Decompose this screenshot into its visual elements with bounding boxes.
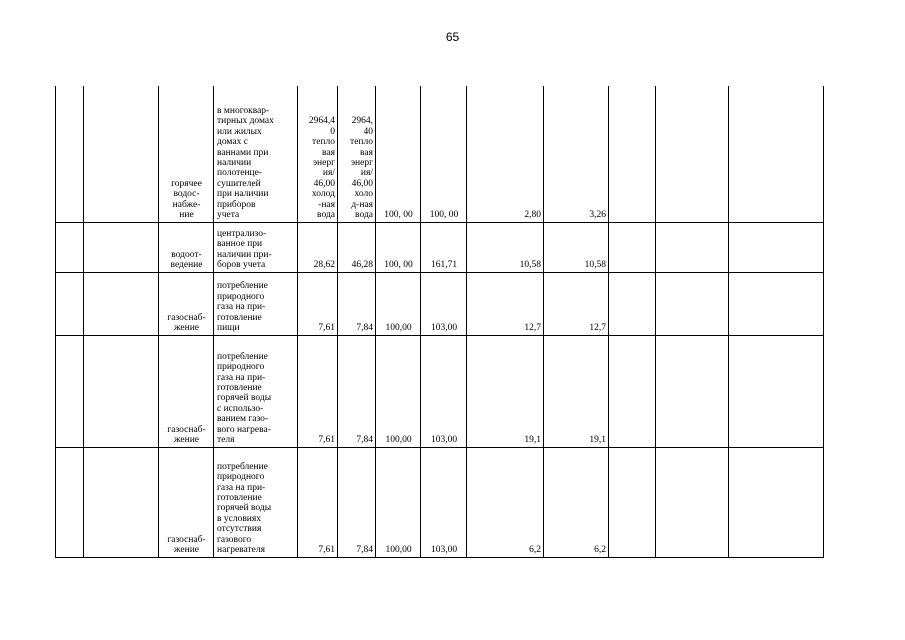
description-cell-line: отсутствия: [217, 524, 262, 535]
description-cell-line: централизо-: [217, 228, 267, 239]
norm-cell-2-line: вода: [355, 210, 373, 221]
service-cell-line: горячее: [171, 178, 202, 189]
page-number: 65: [445, 30, 460, 44]
service-cell-line: водоот-: [171, 249, 202, 260]
norm-cell-2-line: тепло: [350, 137, 373, 148]
service-cell-line: водос-: [173, 189, 200, 200]
table-row: [56, 222, 824, 272]
empty-cell: [729, 222, 824, 272]
description-cell-line: потребление: [217, 351, 268, 362]
norm-cell-2-line: 40: [363, 126, 373, 137]
norm-cell-2-line: энерг: [350, 158, 373, 169]
empty-cell: [656, 222, 729, 272]
norm-cell-2-line: 7,84: [356, 545, 373, 556]
value-cell-1: 12,7: [467, 272, 544, 335]
empty-cell: [656, 447, 729, 557]
description-cell-line: ваннами при: [217, 147, 269, 158]
description-cell: [214, 447, 298, 557]
value-cell-1: 10,58: [467, 222, 544, 272]
description-cell-line: с использо-: [217, 403, 264, 414]
norm-cell-2: [338, 335, 376, 447]
index-cell: [56, 447, 84, 557]
description-cell: [214, 335, 298, 447]
description-cell-line: домах с: [217, 137, 248, 148]
service-cell-line: ние: [179, 210, 194, 221]
norm-cell-1-line: энерг: [312, 158, 335, 169]
empty-cell: [729, 447, 824, 557]
description-cell-line: боров учета: [217, 260, 266, 271]
description-cell-line: полотенце-: [217, 168, 262, 179]
empty-cell: [656, 272, 729, 335]
description-cell-line: природного: [217, 362, 265, 373]
percent-cell-2: 161,71: [421, 222, 467, 272]
table-row: [56, 335, 824, 447]
percent-cell-2: 100, 00: [421, 86, 467, 222]
description-cell-line: горячей воды: [217, 503, 272, 514]
description-cell-line: приборов: [217, 199, 256, 210]
description-cell-line: ванное при: [217, 239, 263, 250]
blank-cell: [84, 335, 159, 447]
norm-cell-2: [338, 272, 376, 335]
service-cell-line: ведение: [170, 260, 203, 271]
norm-cell-1-line: 7,61: [318, 435, 335, 446]
norm-cell-1: [298, 222, 338, 272]
table-body: [56, 86, 824, 557]
description-cell-line: в условиях: [217, 513, 262, 524]
table-row: [56, 272, 824, 335]
percent-cell-1: 100,00: [376, 335, 421, 447]
description-cell: [214, 222, 298, 272]
service-cell-line: жение: [173, 545, 200, 556]
norm-cell-1: [298, 272, 338, 335]
norm-cell-2-line: 7,84: [356, 435, 373, 446]
norm-cell-1-line: 7,61: [318, 323, 335, 334]
index-cell: [56, 335, 84, 447]
value-cell-2: 6,2: [544, 447, 609, 557]
table-row: [56, 86, 824, 222]
norm-cell-2: [338, 222, 376, 272]
tariff-table: [55, 86, 824, 558]
empty-cell: [729, 86, 824, 222]
norm-cell-2-line: 7,84: [356, 323, 373, 334]
description-cell-line: теля: [217, 435, 235, 446]
description-cell-line: учета: [217, 210, 240, 221]
value-cell-2: 12,7: [544, 272, 609, 335]
norm-cell-1-line: 46,00: [313, 178, 335, 189]
description-cell-line: тирных домах: [217, 116, 274, 127]
empty-cell: [609, 335, 656, 447]
norm-cell-1-line: -ная: [318, 199, 335, 210]
empty-cell: [609, 272, 656, 335]
service-cell-line: жение: [173, 323, 200, 334]
empty-cell: [656, 86, 729, 222]
value-cell-1: 6,2: [467, 447, 544, 557]
norm-cell-1-line: ия/: [322, 168, 335, 179]
service-cell-line: газоснаб-: [167, 424, 206, 435]
description-cell: [214, 272, 298, 335]
description-cell-line: газа на при-: [217, 372, 266, 383]
index-cell: [56, 222, 84, 272]
description-cell-line: готовление: [217, 383, 262, 394]
service-cell-line: набже-: [172, 199, 201, 210]
percent-cell-1: 100, 00: [376, 86, 421, 222]
index-cell: [56, 272, 84, 335]
norm-cell-2: [338, 447, 376, 557]
description-cell-line: в многоквар-: [217, 106, 270, 117]
norm-cell-2-line: 46,00: [351, 178, 373, 189]
norm-cell-2: [338, 86, 376, 222]
norm-cell-1: [298, 447, 338, 557]
description-cell-line: готовление: [217, 312, 262, 323]
service-cell: [159, 272, 214, 335]
percent-cell-2: 103,00: [421, 335, 467, 447]
norm-cell-2-line: холо: [354, 189, 373, 200]
norm-cell-1-line: вода: [317, 210, 335, 221]
description-cell-line: нагревателя: [217, 545, 265, 556]
description-cell-line: наличии: [217, 158, 252, 169]
service-cell: [159, 222, 214, 272]
description-cell-line: горячей воды: [217, 393, 272, 404]
value-cell-2: 3,26: [544, 86, 609, 222]
percent-cell-1: 100,00: [376, 272, 421, 335]
service-cell-line: жение: [173, 435, 200, 446]
blank-cell: [84, 447, 159, 557]
norm-cell-1-line: 2964,4: [308, 116, 335, 127]
percent-cell-2: 103,00: [421, 272, 467, 335]
description-cell-line: природного: [217, 472, 265, 483]
description-cell-line: готовление: [217, 493, 262, 504]
description-cell-line: при наличии: [217, 189, 269, 200]
service-cell-line: газоснаб-: [167, 534, 206, 545]
percent-cell-2: 103,00: [421, 447, 467, 557]
percent-cell-1: 100,00: [376, 447, 421, 557]
norm-cell-2-line: 46,28: [351, 260, 373, 271]
norm-cell-2-line: ия/: [360, 168, 373, 179]
value-cell-2: 10,58: [544, 222, 609, 272]
description-cell-line: ванием газо-: [217, 414, 269, 425]
value-cell-2: 19,1: [544, 335, 609, 447]
blank-cell: [84, 272, 159, 335]
service-cell: [159, 335, 214, 447]
table-row: [56, 447, 824, 557]
description-cell-line: газа на при-: [217, 302, 266, 313]
description-cell-line: наличии при-: [217, 249, 272, 260]
description-cell-line: или жилых: [217, 126, 262, 137]
norm-cell-1-line: 7,61: [318, 545, 335, 556]
norm-cell-2-line: 2964,: [351, 116, 373, 127]
norm-cell-1: [298, 86, 338, 222]
norm-cell-1-line: вая: [322, 147, 335, 158]
empty-cell: [656, 335, 729, 447]
empty-cell: [729, 335, 824, 447]
norm-cell-1-line: тепло: [312, 137, 335, 148]
description-cell-line: пищи: [217, 323, 240, 334]
norm-cell-1-line: 0: [330, 126, 335, 137]
service-cell: [159, 447, 214, 557]
norm-cell-1: [298, 335, 338, 447]
description-cell-line: сушителей: [217, 178, 261, 189]
blank-cell: [84, 222, 159, 272]
description-cell-line: газового: [217, 534, 252, 545]
norm-cell-1-line: 28,62: [313, 260, 335, 271]
description-cell: [214, 86, 298, 222]
service-cell-line: газоснаб-: [167, 312, 206, 323]
description-cell-line: потребление: [217, 281, 268, 292]
value-cell-1: 19,1: [467, 335, 544, 447]
value-cell-1: 2,80: [467, 86, 544, 222]
index-cell: [56, 86, 84, 222]
service-cell: [159, 86, 214, 222]
norm-cell-2-line: вая: [360, 147, 373, 158]
description-cell-line: потребление: [217, 461, 268, 472]
description-cell-line: вого нагрева-: [217, 424, 271, 435]
empty-cell: [609, 86, 656, 222]
empty-cell: [609, 222, 656, 272]
empty-cell: [609, 447, 656, 557]
description-cell-line: природного: [217, 291, 265, 302]
norm-cell-1-line: холод: [311, 189, 335, 200]
norm-cell-2-line: д-ная: [351, 199, 373, 210]
description-cell-line: газа на при-: [217, 482, 266, 493]
empty-cell: [729, 272, 824, 335]
percent-cell-1: 100, 00: [376, 222, 421, 272]
blank-cell: [84, 86, 159, 222]
